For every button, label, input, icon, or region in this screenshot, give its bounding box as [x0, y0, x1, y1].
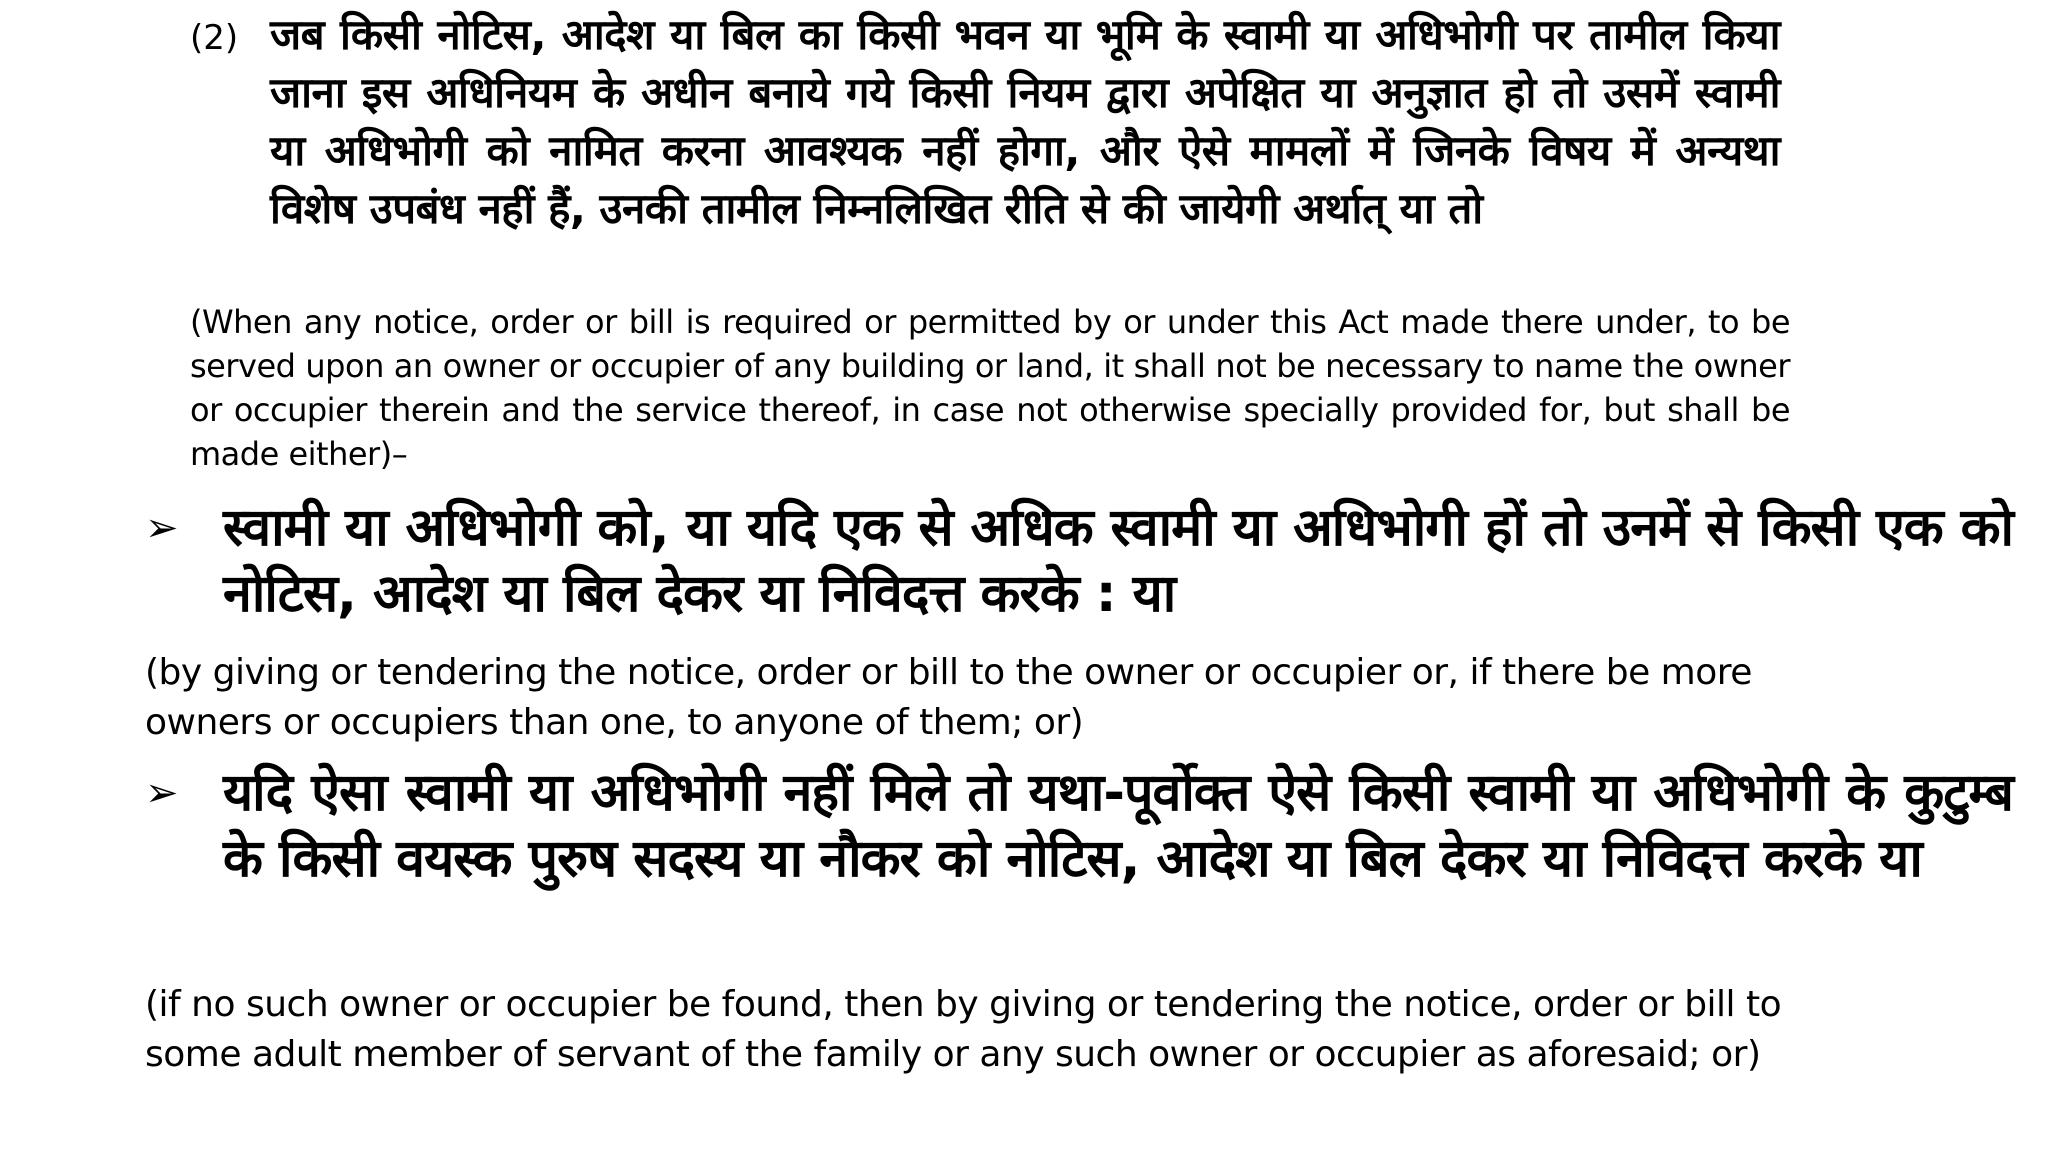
bullet-2-english-text: (if no such owner or occupier be found, then by giving or tendering the notice, order or bill to some adult member of servant of the family or any such owner or occupier as aforesaid; or) [145, 984, 1782, 1075]
bullet-1-hindi-text: स्वामी या अधिभोगी को, या यदि एक से अधिक स्वामी या अधिभोगी हों तो उनमें से किसी एक को नोटिस, आदेश या बिल देकर या निविदत्त करके : या [223, 498, 2013, 624]
arrow-bullet-icon: ➢ [145, 505, 179, 551]
clause-english-text: (When any notice, order or bill is required or permitted by or under this Act made there under, to be served upon an owner or occupier of any building or land, it shall not be necessary to name the owner or occupier therein and the service thereof, in case not otherwise specially provided for, but shall be made either)– [190, 303, 1790, 473]
bullet-2-hindi-text: यदि ऐसा स्वामी या अधिभोगी नहीं मिले तो यथा-पूर्वोक्त ऐसे किसी स्वामी या अधिभोगी के कुटुम्ब के किसी वयस्क पुरुष सदस्य या नौकर को नोटिस, आदेश या बिल देकर या निविदत्त करके या [223, 763, 2013, 889]
clause-hindi-text: जब किसी नोटिस, आदेश या बिल का किसी भवन या भूमि के स्वामी या अधिभोगी पर तामील किया जाना इस अधिनियम के अधीन बनाये गये किसी नियम द्वारा अपेक्षित या अनुज्ञात हो तो उसमें स्वामी या अधिभोगी को नामित करना आवश्यक नहीं होगा, और ऐसे मामलों में जिनके विषय में अन्यथा विशेष उपबंध नहीं हैं, उनकी तामील निम्नलिखित रीति से की जायेगी अर्थात् या तो [270, 10, 1780, 233]
arrow-bullet-icon: ➢ [145, 770, 179, 816]
clause-number: (2) [190, 18, 239, 58]
bullet-1-english-text: (by giving or tendering the notice, order or bill to the owner or occupier or, if there be more owners or occupiers than one, to anyone of them; or) [145, 652, 1752, 743]
